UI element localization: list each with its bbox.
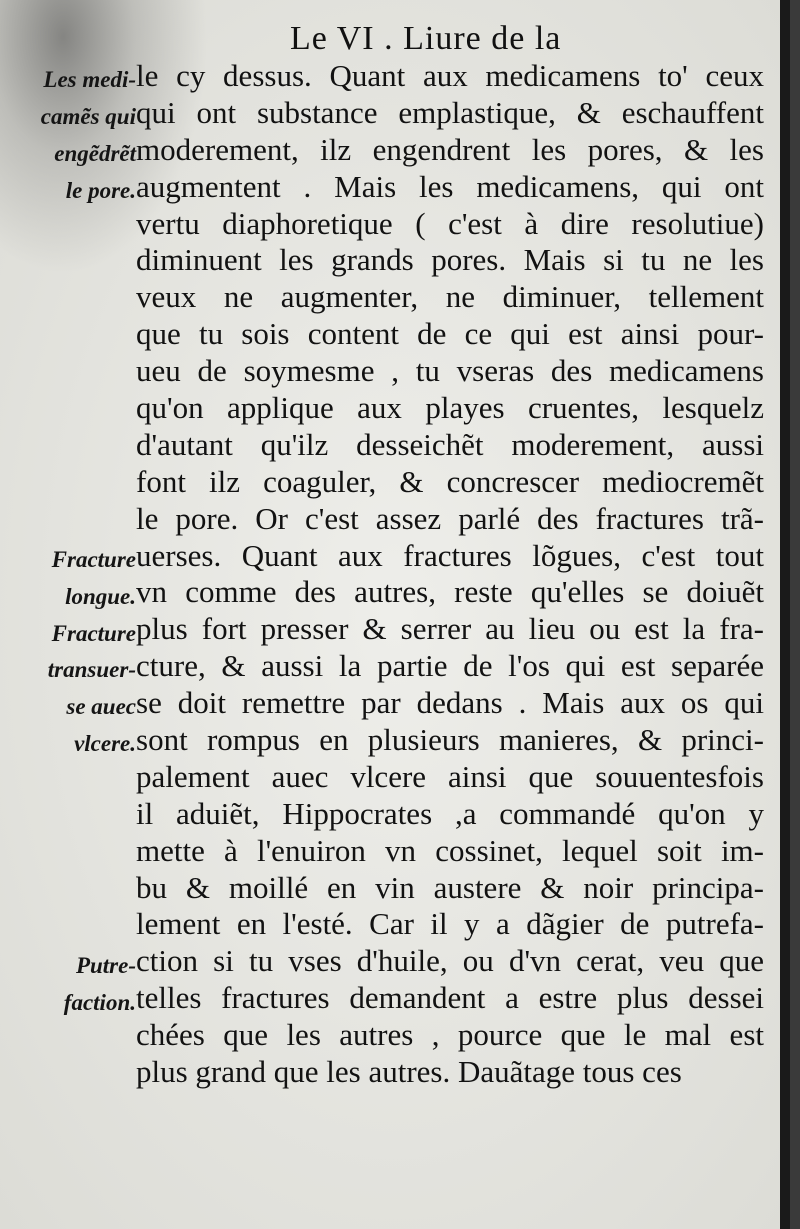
margin-note-line: engẽdrẽt — [54, 140, 136, 166]
text-line: ction si tu vses d'huile, ou d'vn cerat, veu que — [136, 943, 764, 979]
text-line: veux ne augmenter, ne diminuer, tellement — [136, 279, 764, 315]
text-line: se doit remettre par dedans . Mais aux os qui — [136, 685, 764, 721]
text-line: augmentent . Mais les medicamens, qui ont — [136, 168, 764, 204]
text-line: lement en l'esté. Car il y a dãgier de putrefa- — [136, 906, 764, 942]
text-line: moderement, ilz engendrent les pores, & les — [136, 131, 764, 167]
text-line: uerses. Quant aux fractures lõgues, c'est tout — [136, 537, 764, 573]
text-line: plus fort presser & serrer au lieu ou est la fra- — [136, 611, 764, 647]
text-line: d'autant qu'ilz desseichẽt moderement, aussi — [136, 426, 764, 462]
text-line: chées que les autres , pource que le mal est — [136, 1017, 764, 1053]
text-line: qu'on applique aux playes cruentes, lesquelz — [136, 390, 764, 426]
text-line: mette à l'enuiron vn cossinet, lequel soit im- — [136, 832, 764, 868]
text-line: qui ont substance emplastique, & eschauffent — [136, 94, 764, 130]
text-line: telles fractures demandent a estre plus dessei — [136, 980, 764, 1016]
text-line: ueu de soymesme , tu vseras des medicamens — [136, 353, 764, 389]
text-line: plus grand que les autres. Dauãtage tous ces — [136, 1054, 682, 1090]
margin-note-line: Les medi- — [43, 67, 136, 92]
body-text — [136, 58, 764, 1091]
text-line: bu & moillé en vin austere & noir principa- — [136, 869, 764, 905]
text-line: cture, & aussi la partie de l'os qui est separée — [136, 648, 764, 684]
margin-note-line: se auec — [66, 694, 136, 720]
margin-note-line: Putre- — [75, 952, 136, 978]
margin-note-line: Fracture — [51, 620, 136, 646]
margin-note-line: faction. — [63, 989, 136, 1015]
margin-note-line: Fracture — [51, 546, 136, 572]
margin-note-line: le pore. — [65, 177, 136, 203]
margin-notes — [0, 0, 140, 1229]
text-line: diminuent les grands pores. Mais si tu ne les — [136, 242, 764, 278]
text-line: que tu sois content de ce qui est ainsi pour- — [136, 316, 764, 352]
margin-note-line: vlcere. — [74, 731, 136, 757]
page-edge-shadow — [780, 0, 790, 1229]
text-line: palement auec vlcere ainsi que souuentesfois — [136, 758, 764, 794]
text-line: le cy dessus. Quant aux medicamens to' ceux — [136, 58, 764, 93]
text-line: font ilz coaguler, & concrescer mediocremẽt — [136, 463, 764, 499]
text-line: vertu diaphoretique ( c'est à dire resolutiue) — [136, 205, 764, 241]
text-line: il aduiẽt, Hippocrates ,a commandé qu'on y — [136, 795, 764, 831]
running-header: Le VI . Liure de la — [290, 20, 562, 57]
margin-note-line: camẽs qui — [40, 103, 136, 129]
text-line: sont rompus en plusieurs manieres, & princi- — [136, 722, 764, 758]
text-line: le pore. Or c'est assez parlé des fractures trã- — [136, 500, 764, 536]
text-line: vn comme des autres, reste qu'elles se doiuẽt — [136, 574, 764, 610]
margin-note-line: longue. — [65, 583, 136, 609]
margin-note-line: transuer- — [47, 657, 136, 683]
